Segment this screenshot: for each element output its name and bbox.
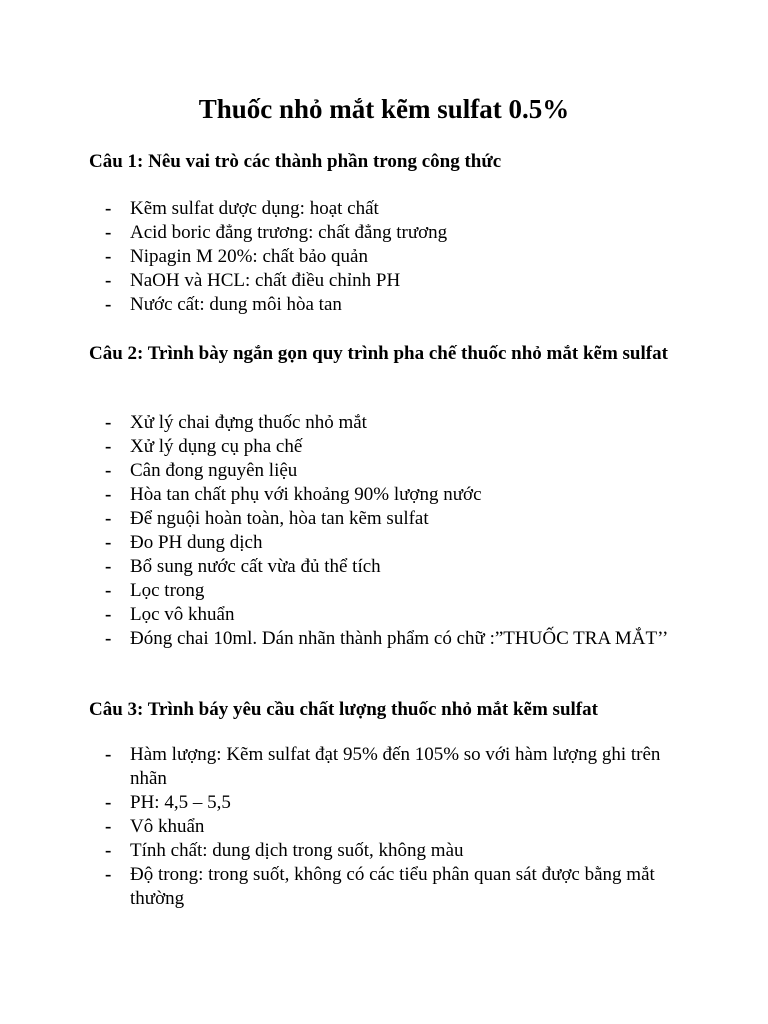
- bullet-dash: -: [105, 864, 112, 885]
- question-2-list: [0, 411, 768, 651]
- bullet-dash: -: [105, 508, 112, 529]
- list-item-text: Hòa tan chất phụ với khoảng 90% lượng nước: [130, 484, 482, 505]
- bullet-dash: -: [105, 840, 112, 861]
- list-item: [0, 221, 670, 245]
- list-item: [0, 483, 670, 507]
- question-1-list: [0, 197, 768, 317]
- list-item-text: Để nguội hoàn toàn, hòa tan kẽm sulfat: [130, 508, 429, 529]
- question-2-heading: Câu 2: Trình bày ngắn gọn quy trình pha chế thuốc nhỏ mắt kẽm sulfat: [89, 343, 668, 364]
- list-item-text: Cân đong nguyên liệu: [130, 460, 298, 481]
- list-item: [0, 579, 670, 603]
- bullet-dash: -: [105, 628, 112, 649]
- bullet-dash: -: [105, 816, 112, 837]
- list-item: [0, 435, 670, 459]
- list-item-text: PH: 4,5 – 5,5: [130, 792, 231, 813]
- question-1-heading: Câu 1: Nêu vai trò các thành phần trong công thức: [89, 151, 502, 172]
- bullet-dash: -: [105, 604, 112, 625]
- bullet-dash: -: [105, 412, 112, 433]
- list-item: [0, 197, 670, 221]
- bullet-dash: -: [105, 198, 112, 219]
- list-item: [0, 411, 670, 435]
- question-3-heading: Câu 3: Trình báy yêu cầu chất lượng thuốc nhỏ mắt kẽm sulfat: [89, 699, 598, 720]
- list-item-text: Tính chất: dung dịch trong suốt, không màu: [130, 840, 464, 861]
- list-item-text: Hàm lượng: Kẽm sulfat đạt 95% đến 105% so với hàm lượng ghi trên nhãn: [130, 744, 661, 789]
- list-item-text: Bổ sung nước cất vừa đủ thể tích: [130, 556, 381, 577]
- bullet-dash: -: [105, 460, 112, 481]
- bullet-dash: -: [105, 580, 112, 601]
- bullet-dash: -: [105, 744, 112, 765]
- bullet-dash: -: [105, 294, 112, 315]
- list-item-text: Xử lý chai đựng thuốc nhỏ mắt: [130, 412, 367, 433]
- list-item: [0, 245, 670, 269]
- document-title: Thuốc nhỏ mắt kẽm sulfat 0.5%: [198, 94, 570, 124]
- list-item: [0, 627, 670, 651]
- list-item: [0, 743, 670, 791]
- bullet-dash: -: [105, 270, 112, 291]
- list-item: [0, 531, 670, 555]
- list-item: [0, 459, 670, 483]
- list-item: [0, 603, 670, 627]
- list-item-text: Vô khuẩn: [130, 816, 205, 837]
- list-item: [0, 269, 670, 293]
- list-item-text: Nước cất: dung môi hòa tan: [130, 294, 342, 315]
- list-item-text: Lọc trong: [130, 580, 205, 601]
- list-item: [0, 815, 670, 839]
- list-item: [0, 555, 670, 579]
- bullet-dash: -: [105, 792, 112, 813]
- question-3-list: [0, 743, 768, 911]
- list-item-text: Độ trong: trong suốt, không có các tiểu phân quan sát được bằng mắt thường: [130, 864, 655, 909]
- list-item: [0, 863, 670, 911]
- bullet-dash: -: [105, 532, 112, 553]
- bullet-dash: -: [105, 484, 112, 505]
- list-item-text: Đo PH dung dịch: [130, 532, 263, 553]
- bullet-dash: -: [105, 222, 112, 243]
- list-item-text: NaOH và HCL: chất điều chỉnh PH: [130, 270, 401, 291]
- list-item: [0, 507, 670, 531]
- bullet-dash: -: [105, 556, 112, 577]
- bullet-dash: -: [105, 436, 112, 457]
- list-item: [0, 791, 670, 815]
- list-item-text: Acid boric đẳng trương: chất đẳng trương: [130, 222, 448, 243]
- list-item-text: Kẽm sulfat dược dụng: hoạt chất: [130, 198, 379, 219]
- list-item: [0, 839, 670, 863]
- list-item: [0, 293, 670, 317]
- bullet-dash: -: [105, 246, 112, 267]
- list-item-text: Đóng chai 10ml. Dán nhãn thành phẩm có chữ :”THUỐC TRA MẮT’’: [130, 628, 669, 649]
- list-item-text: Nipagin M 20%: chất bảo quản: [130, 246, 368, 267]
- list-item-text: Xử lý dụng cụ pha chế: [130, 436, 303, 457]
- list-item-text: Lọc vô khuẩn: [130, 604, 235, 625]
